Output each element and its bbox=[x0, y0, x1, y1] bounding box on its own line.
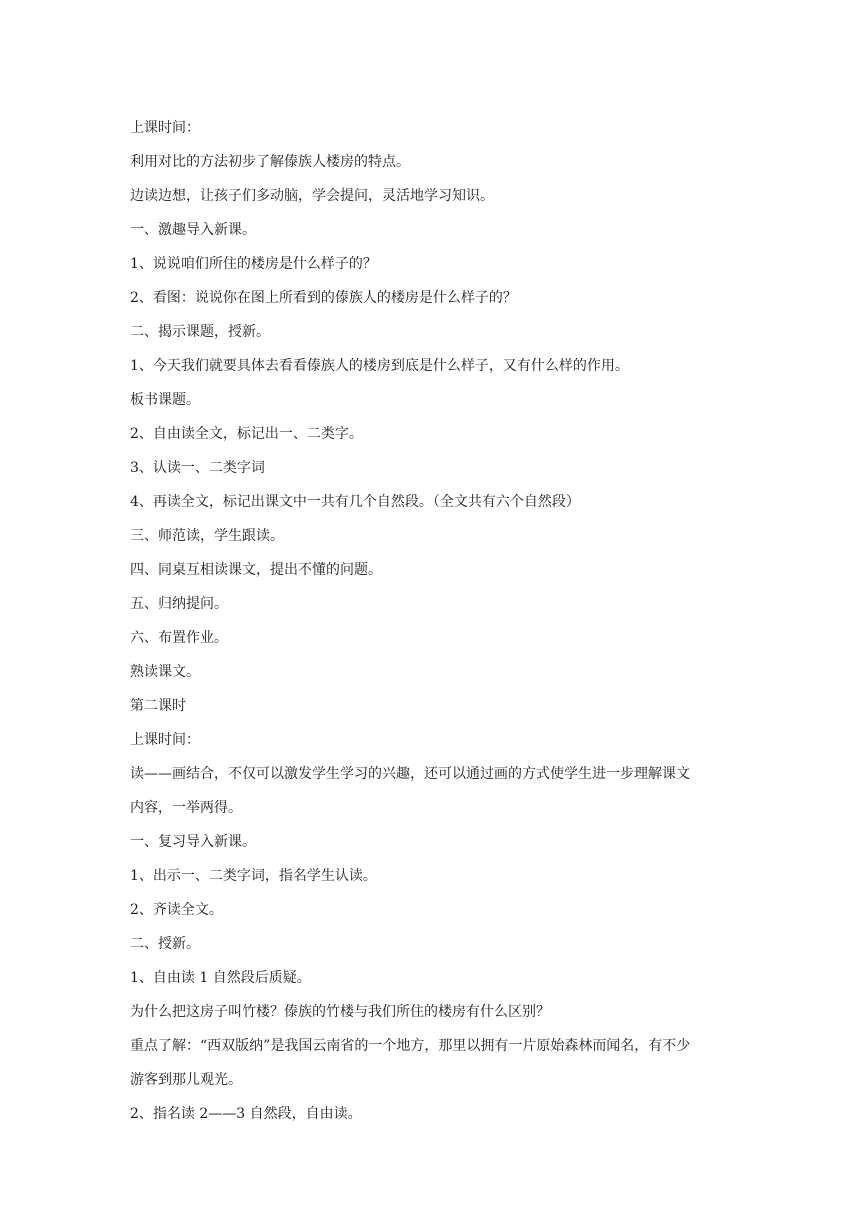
section-heading: 四、同桌互相读课文，提出不懂的问题。 bbox=[130, 562, 382, 578]
document-body bbox=[130, 111, 730, 1131]
section-heading: 一、复习导入新课。 bbox=[130, 834, 256, 850]
step-item: 2、自由读全文，标记出一、二类字。 bbox=[130, 426, 363, 442]
section-heading: 三、师范读，学生跟读。 bbox=[130, 528, 284, 544]
paragraph-line: 内容，一举两得。 bbox=[130, 800, 242, 816]
step-item: 2、看图：说说你在图上所看到的傣族人的楼房是什么样子的？ bbox=[130, 290, 517, 306]
step-item: 4、再读全文，标记出课文中一共有几个自然段。（全文共有六个自然段） bbox=[130, 494, 580, 510]
step-item: 2、指名读 2——3 自然段，自由读。 bbox=[130, 1106, 362, 1122]
section-heading: 六、布置作业。 bbox=[130, 630, 228, 646]
paragraph-line: 板书课题。 bbox=[130, 392, 200, 408]
paragraph-line: 熟读课文。 bbox=[130, 664, 200, 680]
step-item: 1、出示一、二类字词，指名学生认读。 bbox=[130, 868, 377, 884]
step-item: 1、自由读 1 自然段后质疑。 bbox=[130, 970, 311, 986]
step-item: 3、认读一、二类字词 bbox=[130, 460, 265, 476]
objective-line: 边读边想，让孩子们多动脑，学会提问，灵活地学习知识。 bbox=[130, 188, 494, 204]
paragraph-line: 游客到那儿观光。 bbox=[130, 1072, 242, 1088]
paragraph-line: 为什么把这房子叫竹楼？傣族的竹楼与我们所住的楼房有什么区别？ bbox=[130, 1004, 550, 1020]
class-time-label: 上课时间： bbox=[130, 120, 200, 136]
section-heading: 二、授新。 bbox=[130, 936, 200, 952]
class-time-label: 上课时间： bbox=[130, 732, 200, 748]
section-heading: 五、归纳提问。 bbox=[130, 596, 228, 612]
paragraph-line: 读——画结合，不仅可以激发学生学习的兴趣，还可以通过画的方式使学生进一步理解课文 bbox=[130, 766, 690, 782]
section-heading: 二、揭示课题，授新。 bbox=[130, 324, 270, 340]
step-item: 1、今天我们就要具体去看看傣族人的楼房到底是什么样子，又有什么样的作用。 bbox=[130, 358, 629, 374]
section-heading: 一、激趣导入新课。 bbox=[130, 222, 256, 238]
lesson-heading: 第二课时 bbox=[130, 698, 186, 714]
paragraph-line: 重点了解：“西双版纳”是我国云南省的一个地方，那里以拥有一片原始森林而闻名，有不少 bbox=[130, 1038, 691, 1054]
step-item: 2、齐读全文。 bbox=[130, 902, 223, 918]
step-item: 1、说说咱们所住的楼房是什么样子的？ bbox=[130, 256, 377, 272]
objective-line: 利用对比的方法初步了解傣族人楼房的特点。 bbox=[130, 154, 410, 170]
